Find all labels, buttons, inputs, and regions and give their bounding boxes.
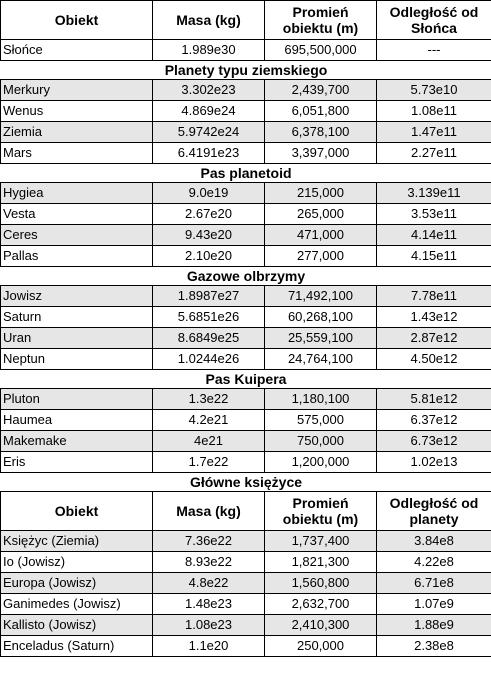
table-row [1, 307, 491, 328]
moons-header-row [1, 492, 491, 531]
cell-distance: 4.15e11 [377, 246, 491, 267]
cell-distance: 2.87e12 [377, 328, 491, 349]
table-row [1, 122, 491, 143]
cell-name: Hygiea [1, 183, 153, 204]
cell-distance: 4.22e8 [377, 552, 491, 573]
cell-radius: 575,000 [265, 410, 377, 431]
cell-radius: 25,559,100 [265, 328, 377, 349]
cell-name: Ziemia [1, 122, 153, 143]
cell-mass: 2.67e20 [153, 204, 265, 225]
cell-name: Io (Jowisz) [1, 552, 153, 573]
table-row [1, 286, 491, 307]
table-row [1, 80, 491, 101]
cell-distance: 5.73e10 [377, 80, 491, 101]
section-title: Główne księżyce [1, 473, 491, 492]
table-row [1, 389, 491, 410]
cell-name: Słońce [1, 40, 153, 61]
cell-mass: 1.8987e27 [153, 286, 265, 307]
cell-name: Eris [1, 452, 153, 473]
cell-mass: 4.869e24 [153, 101, 265, 122]
cell-distance: --- [377, 40, 491, 61]
header-object: Obiekt [1, 492, 153, 531]
cell-radius: 695,500,000 [265, 40, 377, 61]
cell-distance: 1.88e9 [377, 615, 491, 636]
header-radius: Promień obiektu (m) [265, 1, 377, 40]
section-title: Pas Kuipera [1, 370, 491, 389]
header-mass: Masa (kg) [153, 492, 265, 531]
section-title: Pas planetoid [1, 164, 491, 183]
cell-mass: 5.6851e26 [153, 307, 265, 328]
table-row-sun [1, 40, 491, 61]
cell-name: Uran [1, 328, 153, 349]
table-row [1, 636, 491, 657]
table-row [1, 573, 491, 594]
section-header [1, 267, 491, 286]
cell-radius: 6,051,800 [265, 101, 377, 122]
cell-mass: 1.3e22 [153, 389, 265, 410]
cell-mass: 1.08e23 [153, 615, 265, 636]
cell-name: Jowisz [1, 286, 153, 307]
cell-mass: 1.0244e26 [153, 349, 265, 370]
cell-mass: 6.4191e23 [153, 143, 265, 164]
cell-distance: 7.78e11 [377, 286, 491, 307]
cell-name: Mars [1, 143, 153, 164]
cell-distance: 6.71e8 [377, 573, 491, 594]
cell-name: Ganimedes (Jowisz) [1, 594, 153, 615]
cell-distance: 1.43e12 [377, 307, 491, 328]
header-object: Obiekt [1, 1, 153, 40]
cell-name: Pluton [1, 389, 153, 410]
cell-radius: 277,000 [265, 246, 377, 267]
table-row [1, 225, 491, 246]
table-row [1, 452, 491, 473]
cell-radius: 250,000 [265, 636, 377, 657]
cell-mass: 7.36e22 [153, 531, 265, 552]
cell-name: Kallisto (Jowisz) [1, 615, 153, 636]
table-header-row [1, 1, 491, 40]
cell-mass: 8.93e22 [153, 552, 265, 573]
cell-distance: 4.50e12 [377, 349, 491, 370]
cell-radius: 2,632,700 [265, 594, 377, 615]
cell-radius: 1,821,300 [265, 552, 377, 573]
cell-distance: 1.08e11 [377, 101, 491, 122]
table-row [1, 410, 491, 431]
cell-mass: 4.8e22 [153, 573, 265, 594]
header-mass: Masa (kg) [153, 1, 265, 40]
cell-radius: 750,000 [265, 431, 377, 452]
cell-radius: 71,492,100 [265, 286, 377, 307]
header-distance: Odległość od Słońca [377, 1, 491, 40]
cell-radius: 2,439,700 [265, 80, 377, 101]
section-header [1, 164, 491, 183]
table-row [1, 615, 491, 636]
cell-radius: 6,378,100 [265, 122, 377, 143]
cell-radius: 2,410,300 [265, 615, 377, 636]
cell-distance: 5.81e12 [377, 389, 491, 410]
cell-distance: 3.53e11 [377, 204, 491, 225]
cell-mass: 1.1e20 [153, 636, 265, 657]
cell-name: Pallas [1, 246, 153, 267]
cell-mass: 8.6849e25 [153, 328, 265, 349]
cell-name: Haumea [1, 410, 153, 431]
cell-name: Enceladus (Saturn) [1, 636, 153, 657]
cell-mass: 9.43e20 [153, 225, 265, 246]
cell-name: Wenus [1, 101, 153, 122]
cell-radius: 24,764,100 [265, 349, 377, 370]
cell-mass: 1.989e30 [153, 40, 265, 61]
table-row [1, 552, 491, 573]
section-header-moons [1, 473, 491, 492]
cell-distance: 6.37e12 [377, 410, 491, 431]
cell-distance: 1.07e9 [377, 594, 491, 615]
table-row [1, 328, 491, 349]
cell-distance: 3.139e11 [377, 183, 491, 204]
cell-distance: 6.73e12 [377, 431, 491, 452]
cell-distance: 1.02e13 [377, 452, 491, 473]
cell-distance: 2.38e8 [377, 636, 491, 657]
cell-radius: 215,000 [265, 183, 377, 204]
cell-mass: 5.9742e24 [153, 122, 265, 143]
cell-mass: 1.48e23 [153, 594, 265, 615]
table-row [1, 183, 491, 204]
cell-name: Europa (Jowisz) [1, 573, 153, 594]
cell-mass: 3.302e23 [153, 80, 265, 101]
section-header [1, 370, 491, 389]
table-row [1, 143, 491, 164]
cell-name: Vesta [1, 204, 153, 225]
header-distance: Odległość od planety [377, 492, 491, 531]
cell-distance: 3.84e8 [377, 531, 491, 552]
table-row [1, 246, 491, 267]
cell-mass: 4.2e21 [153, 410, 265, 431]
cell-mass: 9.0e19 [153, 183, 265, 204]
cell-distance: 1.47e11 [377, 122, 491, 143]
cell-distance: 2.27e11 [377, 143, 491, 164]
cell-name: Merkury [1, 80, 153, 101]
section-title: Gazowe olbrzymy [1, 267, 491, 286]
header-radius: Promień obiektu (m) [265, 492, 377, 531]
cell-mass: 4e21 [153, 431, 265, 452]
cell-mass: 1.7e22 [153, 452, 265, 473]
cell-name: Saturn [1, 307, 153, 328]
cell-radius: 1,560,800 [265, 573, 377, 594]
cell-radius: 60,268,100 [265, 307, 377, 328]
cell-radius: 3,397,000 [265, 143, 377, 164]
cell-mass: 2.10e20 [153, 246, 265, 267]
table-row [1, 204, 491, 225]
table-row [1, 431, 491, 452]
cell-name: Księżyc (Ziemia) [1, 531, 153, 552]
section-header [1, 61, 491, 80]
cell-radius: 1,200,000 [265, 452, 377, 473]
cell-radius: 1,737,400 [265, 531, 377, 552]
cell-name: Makemake [1, 431, 153, 452]
cell-name: Neptun [1, 349, 153, 370]
cell-radius: 265,000 [265, 204, 377, 225]
table-row [1, 101, 491, 122]
table-row [1, 349, 491, 370]
section-title: Planety typu ziemskiego [1, 61, 491, 80]
table-row [1, 531, 491, 552]
cell-name: Ceres [1, 225, 153, 246]
cell-radius: 471,000 [265, 225, 377, 246]
cell-distance: 4.14e11 [377, 225, 491, 246]
cell-radius: 1,180,100 [265, 389, 377, 410]
table-row [1, 594, 491, 615]
